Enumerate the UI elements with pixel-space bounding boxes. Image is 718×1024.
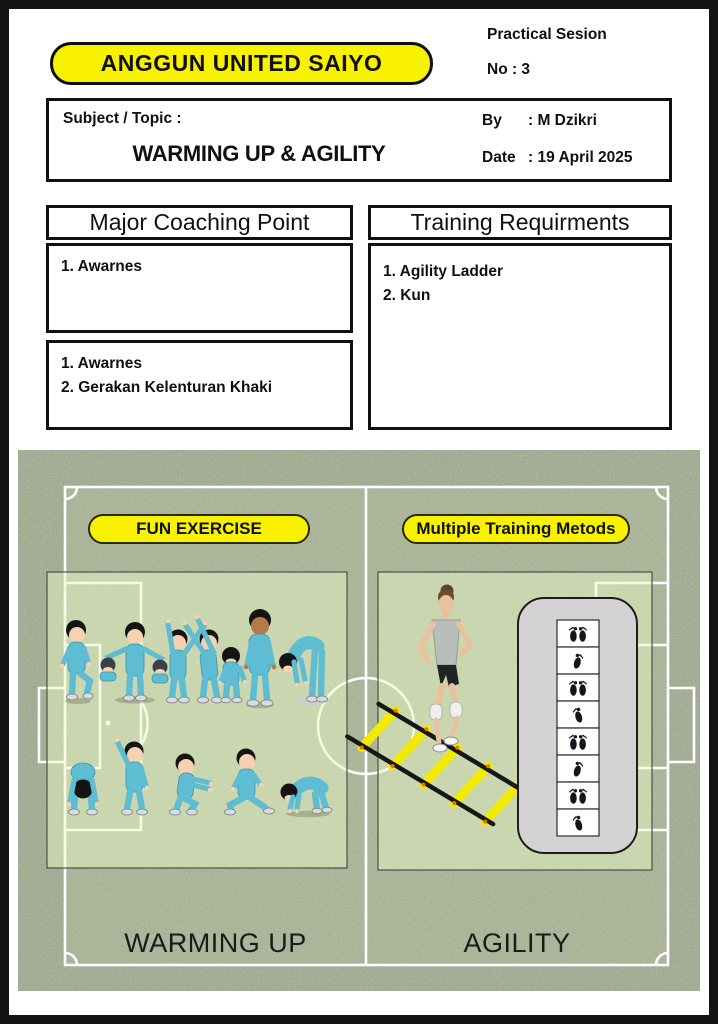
footprint-grid <box>557 620 599 836</box>
footprint-cell <box>557 782 599 809</box>
session-type-label: Practical Sesion <box>487 26 607 43</box>
date-value: : 19 April 2025 <box>528 149 633 166</box>
coaching-item: 2. Gerakan Kelenturan Khaki <box>61 379 273 397</box>
warming-up-caption: WARMING UP <box>124 928 307 958</box>
date-label: Date <box>482 149 516 166</box>
requirement-item: 2. Kun <box>383 287 431 305</box>
requirement-item: 1. Agility Ladder <box>383 263 504 280</box>
session-title: WARMING UP & AGILITY <box>132 141 386 166</box>
date-row <box>482 149 633 167</box>
session-number: No : 3 <box>487 61 531 78</box>
coaching-item: 1. Awarnes <box>61 355 142 372</box>
agility-caption: AGILITY <box>463 928 571 958</box>
fun-exercise-label: FUN EXERCISE <box>136 519 262 538</box>
coaching-point-heading-box <box>46 205 353 240</box>
footprint-cell <box>557 674 599 701</box>
by-value: : M Dzikri <box>528 112 597 129</box>
footprint-cell <box>557 728 599 755</box>
training-requirements-heading-box <box>368 205 672 240</box>
fun-exercise-pill <box>88 514 310 544</box>
training-requirements-box <box>368 243 672 430</box>
footstep-drill-panel <box>518 598 637 853</box>
coaching-point-box-1 <box>46 243 353 333</box>
coaching-point-box-2 <box>46 340 353 430</box>
subject-label: Subject / Topic : <box>63 110 182 127</box>
author-row <box>482 112 597 130</box>
training-requirements-heading: Training Requirments <box>410 209 630 235</box>
club-name: ANGGUN UNITED SAIYO <box>100 50 383 76</box>
footprint-cell <box>557 620 599 647</box>
coaching-item: 1. Awarnes <box>61 258 142 275</box>
subject-box <box>46 98 672 182</box>
training-methods-pill <box>402 514 630 544</box>
pitch-illustration <box>18 450 700 991</box>
training-methods-label: Multiple Training Metods <box>416 519 616 538</box>
by-label: By <box>482 112 502 129</box>
coaching-point-heading: Major Coaching Point <box>89 209 310 235</box>
club-badge <box>50 42 433 85</box>
